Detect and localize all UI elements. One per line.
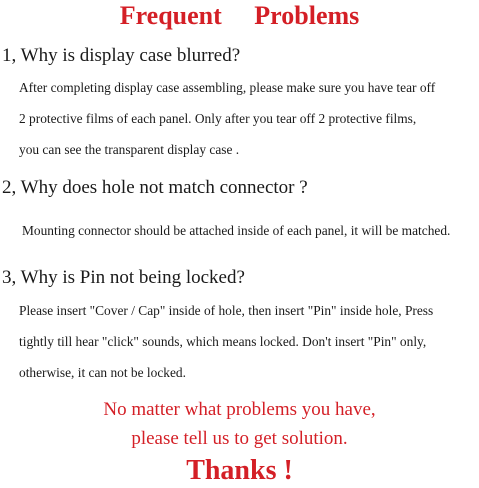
question-2: 2, Why does hole not match connector ? <box>2 177 308 198</box>
question-1: 1, Why is display case blurred? <box>2 45 241 66</box>
answer-3-line-3: otherwise, it can not be locked. <box>19 365 186 380</box>
thanks-text: Thanks ! <box>186 455 293 486</box>
answer-3-line-1: Please insert "Cover / Cap" inside of hole, then insert "Pin" inside hole, Press <box>19 303 434 318</box>
closing-line-1: No matter what problems you have, <box>103 399 376 420</box>
page-title: Frequent Problems <box>119 1 360 30</box>
closing-line-2: please tell us to get solution. <box>131 428 348 449</box>
answer-1-line-1: After completing display case assembling, please make sure you have tear off <box>19 80 436 95</box>
answer-2-line-1: Mounting connector should be attached inside of each panel, it will be matched. <box>22 223 451 238</box>
answer-1-line-2: 2 protective films of each panel. Only after you tear off 2 protective films, <box>19 111 417 126</box>
answer-1-line-3: you can see the transparent display case . <box>19 142 240 157</box>
answer-3-line-2: tightly till hear "click" sounds, which means locked. Don't insert "Pin" only, <box>19 334 427 349</box>
question-3: 3, Why is Pin not being locked? <box>2 267 245 288</box>
